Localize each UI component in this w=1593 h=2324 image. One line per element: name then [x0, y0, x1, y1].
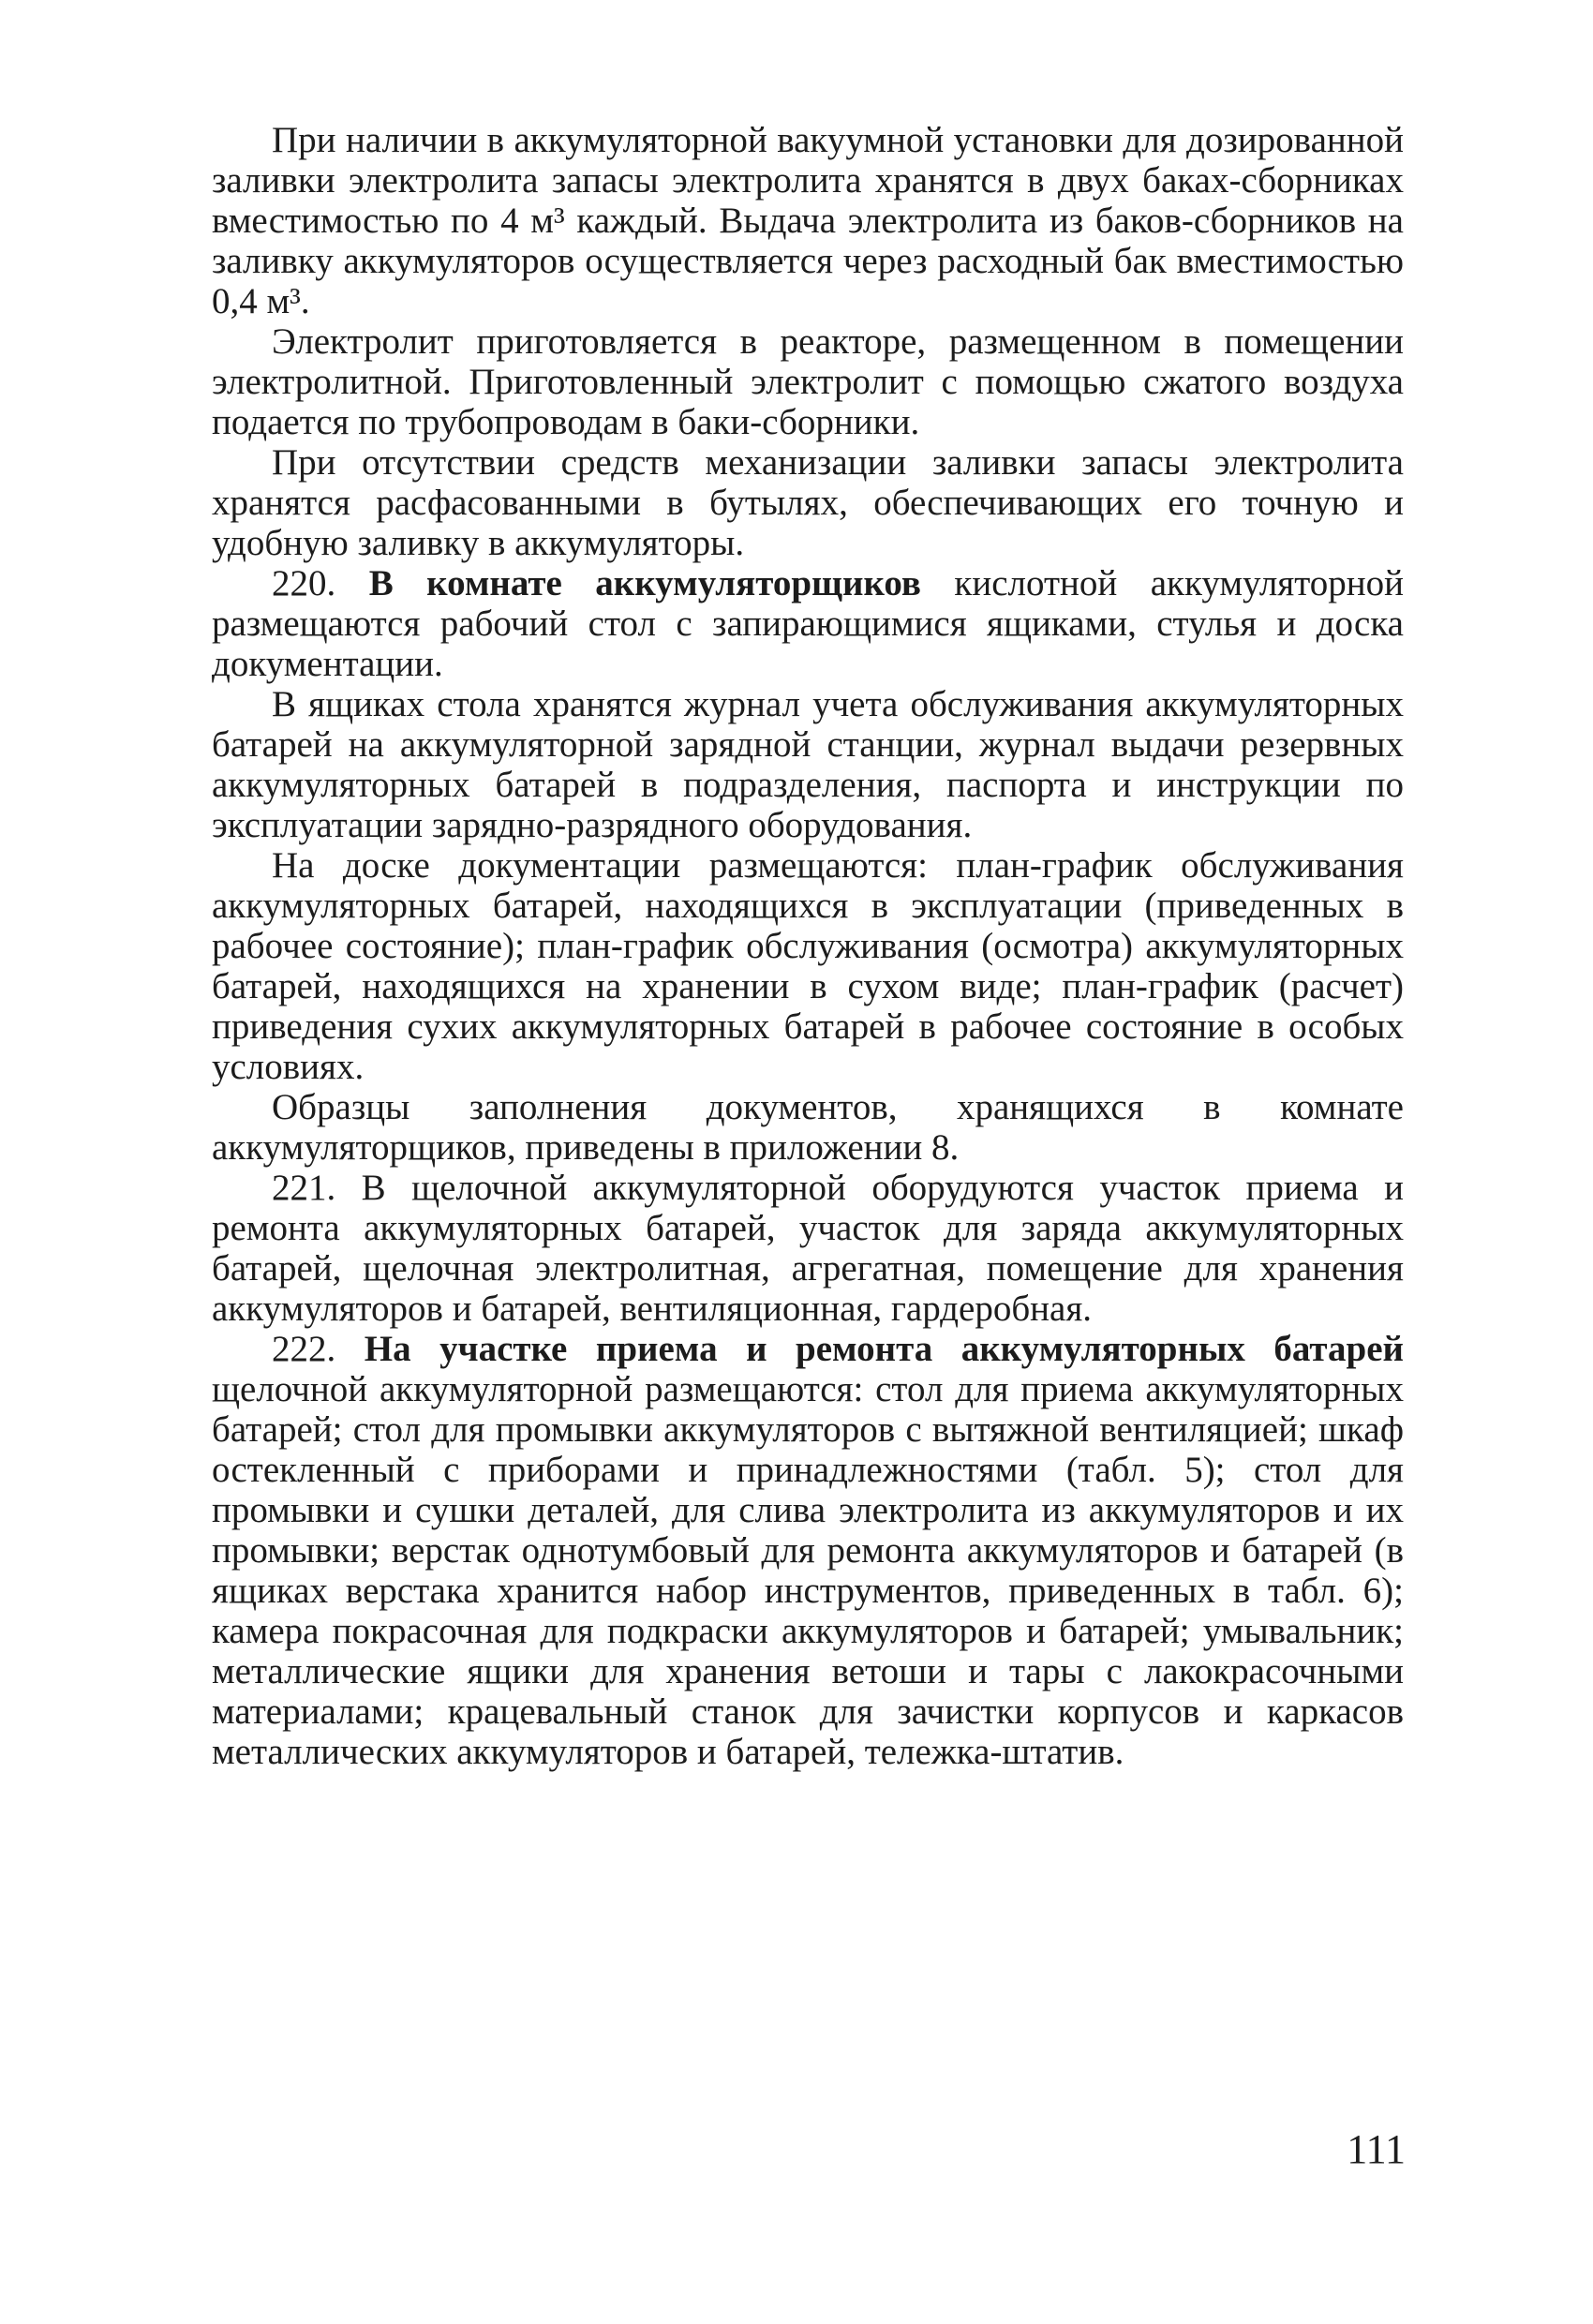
body-text	[212, 120, 1404, 1772]
paragraph-heading: В комнате аккумуляторщиков	[368, 563, 921, 603]
paragraph-220	[212, 563, 1404, 684]
paragraph-documentation-board	[212, 845, 1404, 1087]
paragraph-text: На доске документации размещаются: план-график обслуживания аккумуляторных батарей, находящихся в эксплуатации (приведенных в рабочее состояние); план-график обслуживания (осмотра) аккумуляторных батарей, находящихся на хранении в сухом виде; план-график (расчет) приведения сухих аккумуляторных батарей в рабочее состояние в особых условиях.	[212, 845, 1404, 1087]
paragraph-text: щелочной аккумуляторной размещаются: стол для приема аккумуляторных батарей; стол для промывки аккумуляторов с вытяжной вентиляцией; шкаф остекленный с приборами и принадлежностями (табл. 5); стол для промывки и сушки деталей, для слива электролита из аккумуляторов и их промывки; верстак однотумбовый для ремонта аккумуляторов и батарей (в ящиках верстака хранится набор инструментов, приведенных в табл. 6); камера покрасочная для подкраски аккумуляторов и батарей; умывальник; металлические ящики для хранения ветоши и тары с лакокрасочными материалами; крацевальный станок для зачистки корпусов и каркасов металлических аккумуляторов и батарей, тележка-штатив.	[212, 1369, 1404, 1772]
page-number: 111	[1347, 2126, 1406, 2172]
paragraph-text: При отсутствии средств механизации заливки запасы электролита хранятся расфасованными в бутылях, обеспечивающих его точную и удобную заливку в аккумуляторы.	[212, 442, 1404, 563]
paragraph-document-samples	[212, 1087, 1404, 1168]
paragraph-heading: На участке приема и ремонта аккумуляторных батарей	[364, 1329, 1404, 1369]
paragraph-desk-drawers	[212, 684, 1404, 845]
paragraph-text: 221. В щелочной аккумуляторной оборудуются участок приема и ремонта аккумуляторных батарей, участок для заряда аккумуляторных батарей, щелочная электролитная, агрегатная, помещение для хранения аккумуляторов и батарей, вентиляционная, гардеробная.	[212, 1168, 1404, 1329]
paragraph-text: кислотной аккумуляторной размещаются рабочий стол с запирающимися ящиками, стулья и доска документации.	[212, 563, 1405, 684]
paragraph-text: В ящиках стола хранятся журнал учета обслуживания аккумуляторных батарей на аккумуляторной зарядной станции, журнал выдачи резервных аккумуляторных батарей в подразделения, паспорта и инструкции по эксплуатации зарядно-разрядного оборудования.	[212, 684, 1404, 845]
paragraph-electrolyte-preparation	[212, 321, 1404, 442]
paragraph-222	[212, 1329, 1404, 1772]
paragraph-221	[212, 1168, 1404, 1329]
paragraph-lead: 222.	[272, 1329, 365, 1369]
paragraph-bottled-storage	[212, 442, 1404, 563]
paragraph-electrolyte-storage	[212, 120, 1404, 321]
paragraph-lead: 220.	[272, 563, 369, 603]
paragraph-text: Электролит приготовляется в реакторе, размещенном в помещении электролитной. Приготовленный электролит с помощью сжатого воздуха подается по трубопроводам в баки-сборники.	[212, 321, 1404, 442]
paragraph-text: При наличии в аккумуляторной вакуумной установки для дозированной заливки электролита запасы электролита хранятся в двух баках-сборниках вместимостью по 4 м³ каждый. Выдача электролита из баков-сборников на заливку аккумуляторов осуществляется через расходный бак вместимостью 0,4 м³.	[212, 120, 1404, 321]
paragraph-text: Образцы заполнения документов, хранящихся в комнате аккумуляторщиков, приведены в приложении 8.	[212, 1087, 1404, 1168]
